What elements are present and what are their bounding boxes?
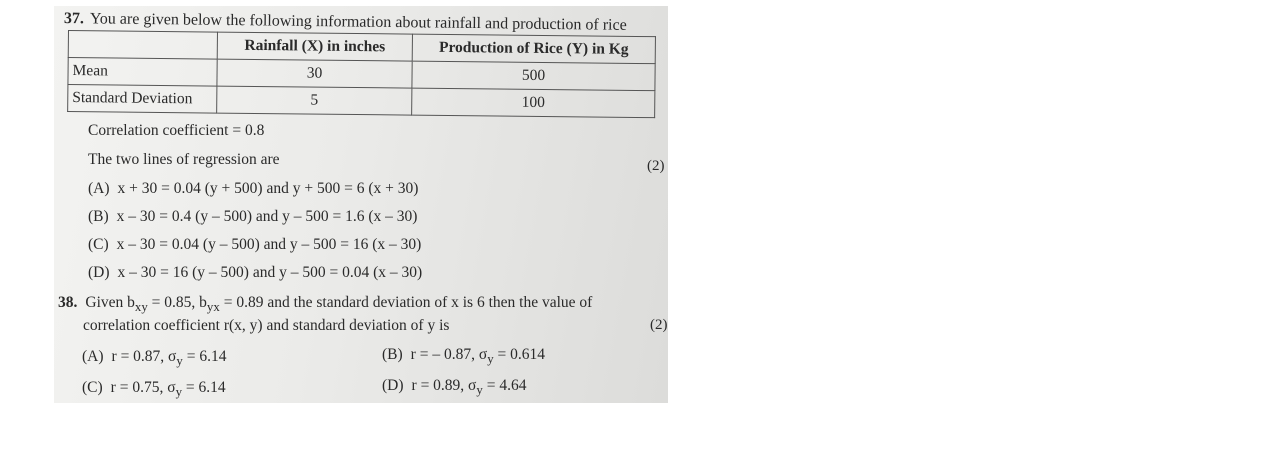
option-label: (B) [382, 346, 403, 363]
question-37-number: 37. [63, 10, 84, 28]
correlation-coefficient-text: Correlation coefficient = 0.8 [88, 122, 265, 139]
table-header-blank [68, 31, 217, 60]
option-label: (C) [82, 379, 103, 396]
question-37-text: You are given below the following information about rainfall and production of rice [89, 10, 627, 34]
table-cell-label: Mean [68, 58, 217, 87]
regression-prompt: The two lines of regression are [88, 151, 280, 168]
option-r-text: r = 0.89, σ [411, 377, 477, 394]
subscript-y: y [176, 353, 183, 369]
question-37-marks: (2) [647, 158, 665, 174]
option-label: (D) [88, 264, 110, 281]
option-text: x – 30 = 0.04 (y – 500) and y – 500 = 16 (x – 30) [116, 236, 422, 253]
table-header-production: Production of Rice (Y) in Kg [412, 34, 655, 64]
option-label: (A) [88, 180, 110, 197]
option-text: x – 30 = 0.4 (y – 500) and y – 500 = 1.6 (x – 30) [116, 208, 418, 225]
subscript-yx: yx [206, 299, 220, 315]
option-value: = 0.614 [493, 346, 546, 363]
option-38-d [382, 377, 527, 398]
option-37-c [88, 236, 421, 254]
question-38-text-a: Given b [85, 294, 135, 311]
page-photo [54, 6, 668, 403]
option-38-c [82, 379, 226, 400]
question-38-marks: (2) [650, 317, 668, 333]
option-label: (D) [382, 377, 404, 394]
option-label: (B) [88, 208, 109, 225]
table-cell-value: 5 [217, 86, 412, 115]
option-value: = 4.64 [482, 377, 527, 394]
option-r-text: r = 0.87, σ [111, 348, 177, 365]
subscript-xy: xy [134, 299, 148, 315]
option-label: (C) [88, 236, 109, 253]
option-37-a [88, 180, 418, 198]
option-value: = 6.14 [182, 379, 226, 396]
option-value: = 6.14 [182, 348, 227, 365]
option-r-text: r = – 0.87, σ [410, 346, 488, 363]
table-header-rainfall: Rainfall (X) in inches [217, 32, 412, 61]
table-cell-value: 100 [412, 88, 655, 118]
option-r-text: r = 0.75, σ [110, 379, 176, 396]
option-text: x – 30 = 16 (y – 500) and y – 500 = 0.04 (x – 30) [117, 264, 423, 281]
option-37-d [88, 264, 422, 282]
option-38-b [382, 346, 545, 367]
subscript-y: y [175, 384, 183, 400]
subscript-y: y [487, 351, 494, 367]
question-38-line2: correlation coefficient r(x, y) and standard deviation of y is [83, 317, 450, 334]
question-38-line1 [58, 294, 592, 315]
table-cell-value: 500 [412, 61, 655, 91]
table-cell-label: Standard Deviation [68, 85, 217, 114]
table-cell-value: 30 [217, 59, 412, 88]
subscript-y: y [476, 382, 483, 398]
table-row [68, 85, 655, 118]
rainfall-table [67, 30, 656, 118]
question-38-number: 38. [58, 294, 78, 311]
option-38-a [82, 348, 227, 369]
option-label: (A) [82, 348, 104, 365]
question-38-text-b: = 0.85, b [147, 294, 207, 311]
option-37-b [88, 208, 417, 226]
question-38-text-c: = 0.89 and the standard deviation of x is 6 then the value of [219, 294, 593, 311]
option-text: x + 30 = 0.04 (y + 500) and y + 500 = 6 (x + 30) [117, 180, 419, 197]
